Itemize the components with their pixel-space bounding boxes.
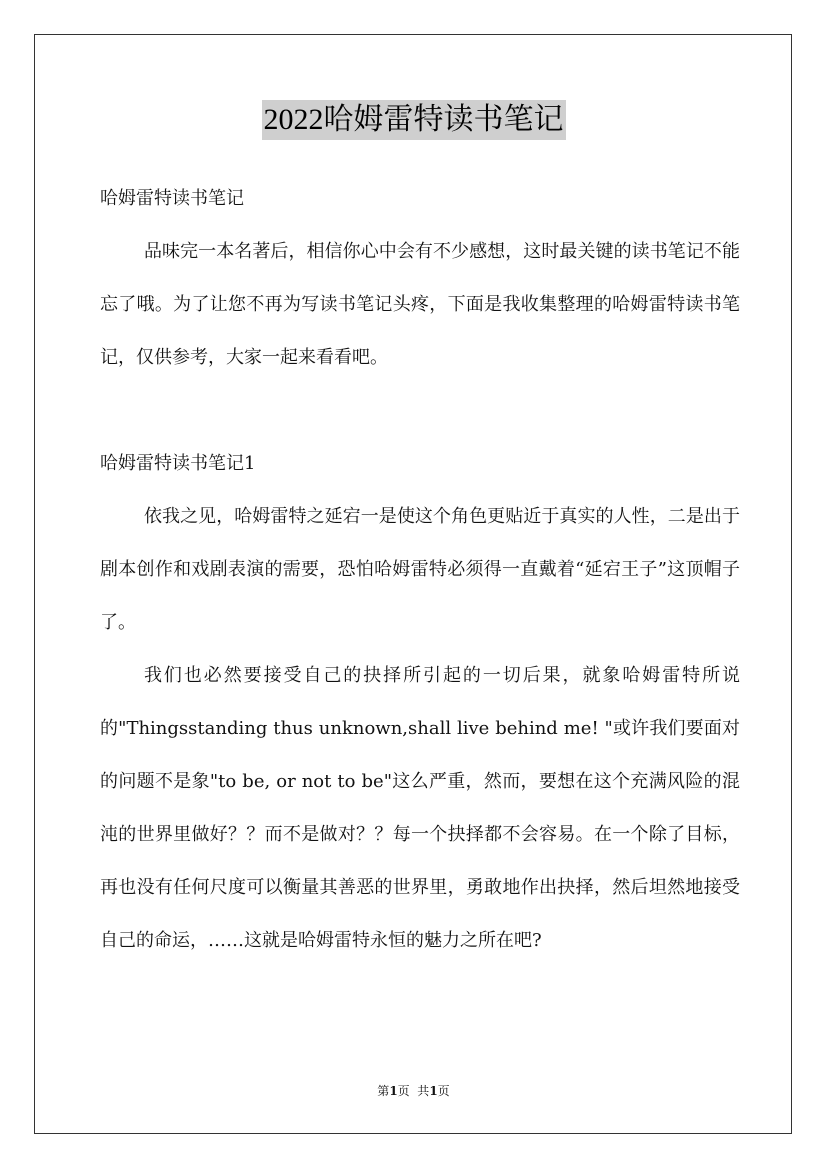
section1-heading: 哈姆雷特读书笔记1 bbox=[100, 453, 256, 474]
page-footer bbox=[0, 1082, 827, 1100]
section-spacer bbox=[100, 384, 740, 437]
footer-mid: 页 共 bbox=[397, 1084, 430, 1098]
title-container bbox=[0, 100, 827, 140]
intro-heading: 哈姆雷特读书笔记 bbox=[100, 188, 244, 209]
footer-prefix: 第 bbox=[377, 1084, 390, 1098]
section1-paragraph-2: 我们也必然要接受自己的抉择所引起的一切后果，就象哈姆雷特所说的"Thingsstanding thus unknown,shall live behind me! "或许我们要面对的问题不是象"to be, or not to be"这么严重，然而，要想在这个充满风险的混沌的世界里做好？？而不是做对？？每一个抉择都不会容易。在一个除了目标，再也没有任何尺度可以衡量其善恶的世界里，勇敢地作出抉择，然后坦然地接受自己的命运，……这就是哈姆雷特永恒的魅力之所在吧? bbox=[100, 665, 740, 951]
document-title: 2022哈姆雷特读书笔记 bbox=[262, 100, 566, 140]
document-body bbox=[100, 172, 740, 967]
footer-page-total: 1 bbox=[429, 1084, 438, 1098]
footer-page-current: 1 bbox=[389, 1084, 398, 1098]
intro-paragraph: 品味完一本名著后，相信你心中会有不少感想，这时最关键的读书笔记不能忘了哦。为了让您不再为写读书笔记头疼，下面是我收集整理的哈姆雷特读书笔记，仅供参考，大家一起来看看吧。 bbox=[100, 241, 740, 368]
footer-suffix: 页 bbox=[437, 1084, 450, 1098]
section1-paragraph-1: 依我之见，哈姆雷特之延宕一是使这个角色更贴近于真实的人性，二是出于剧本创作和戏剧表演的需要，恐怕哈姆雷特必须得一直戴着“延宕王子”这顶帽子了。 bbox=[100, 506, 740, 633]
